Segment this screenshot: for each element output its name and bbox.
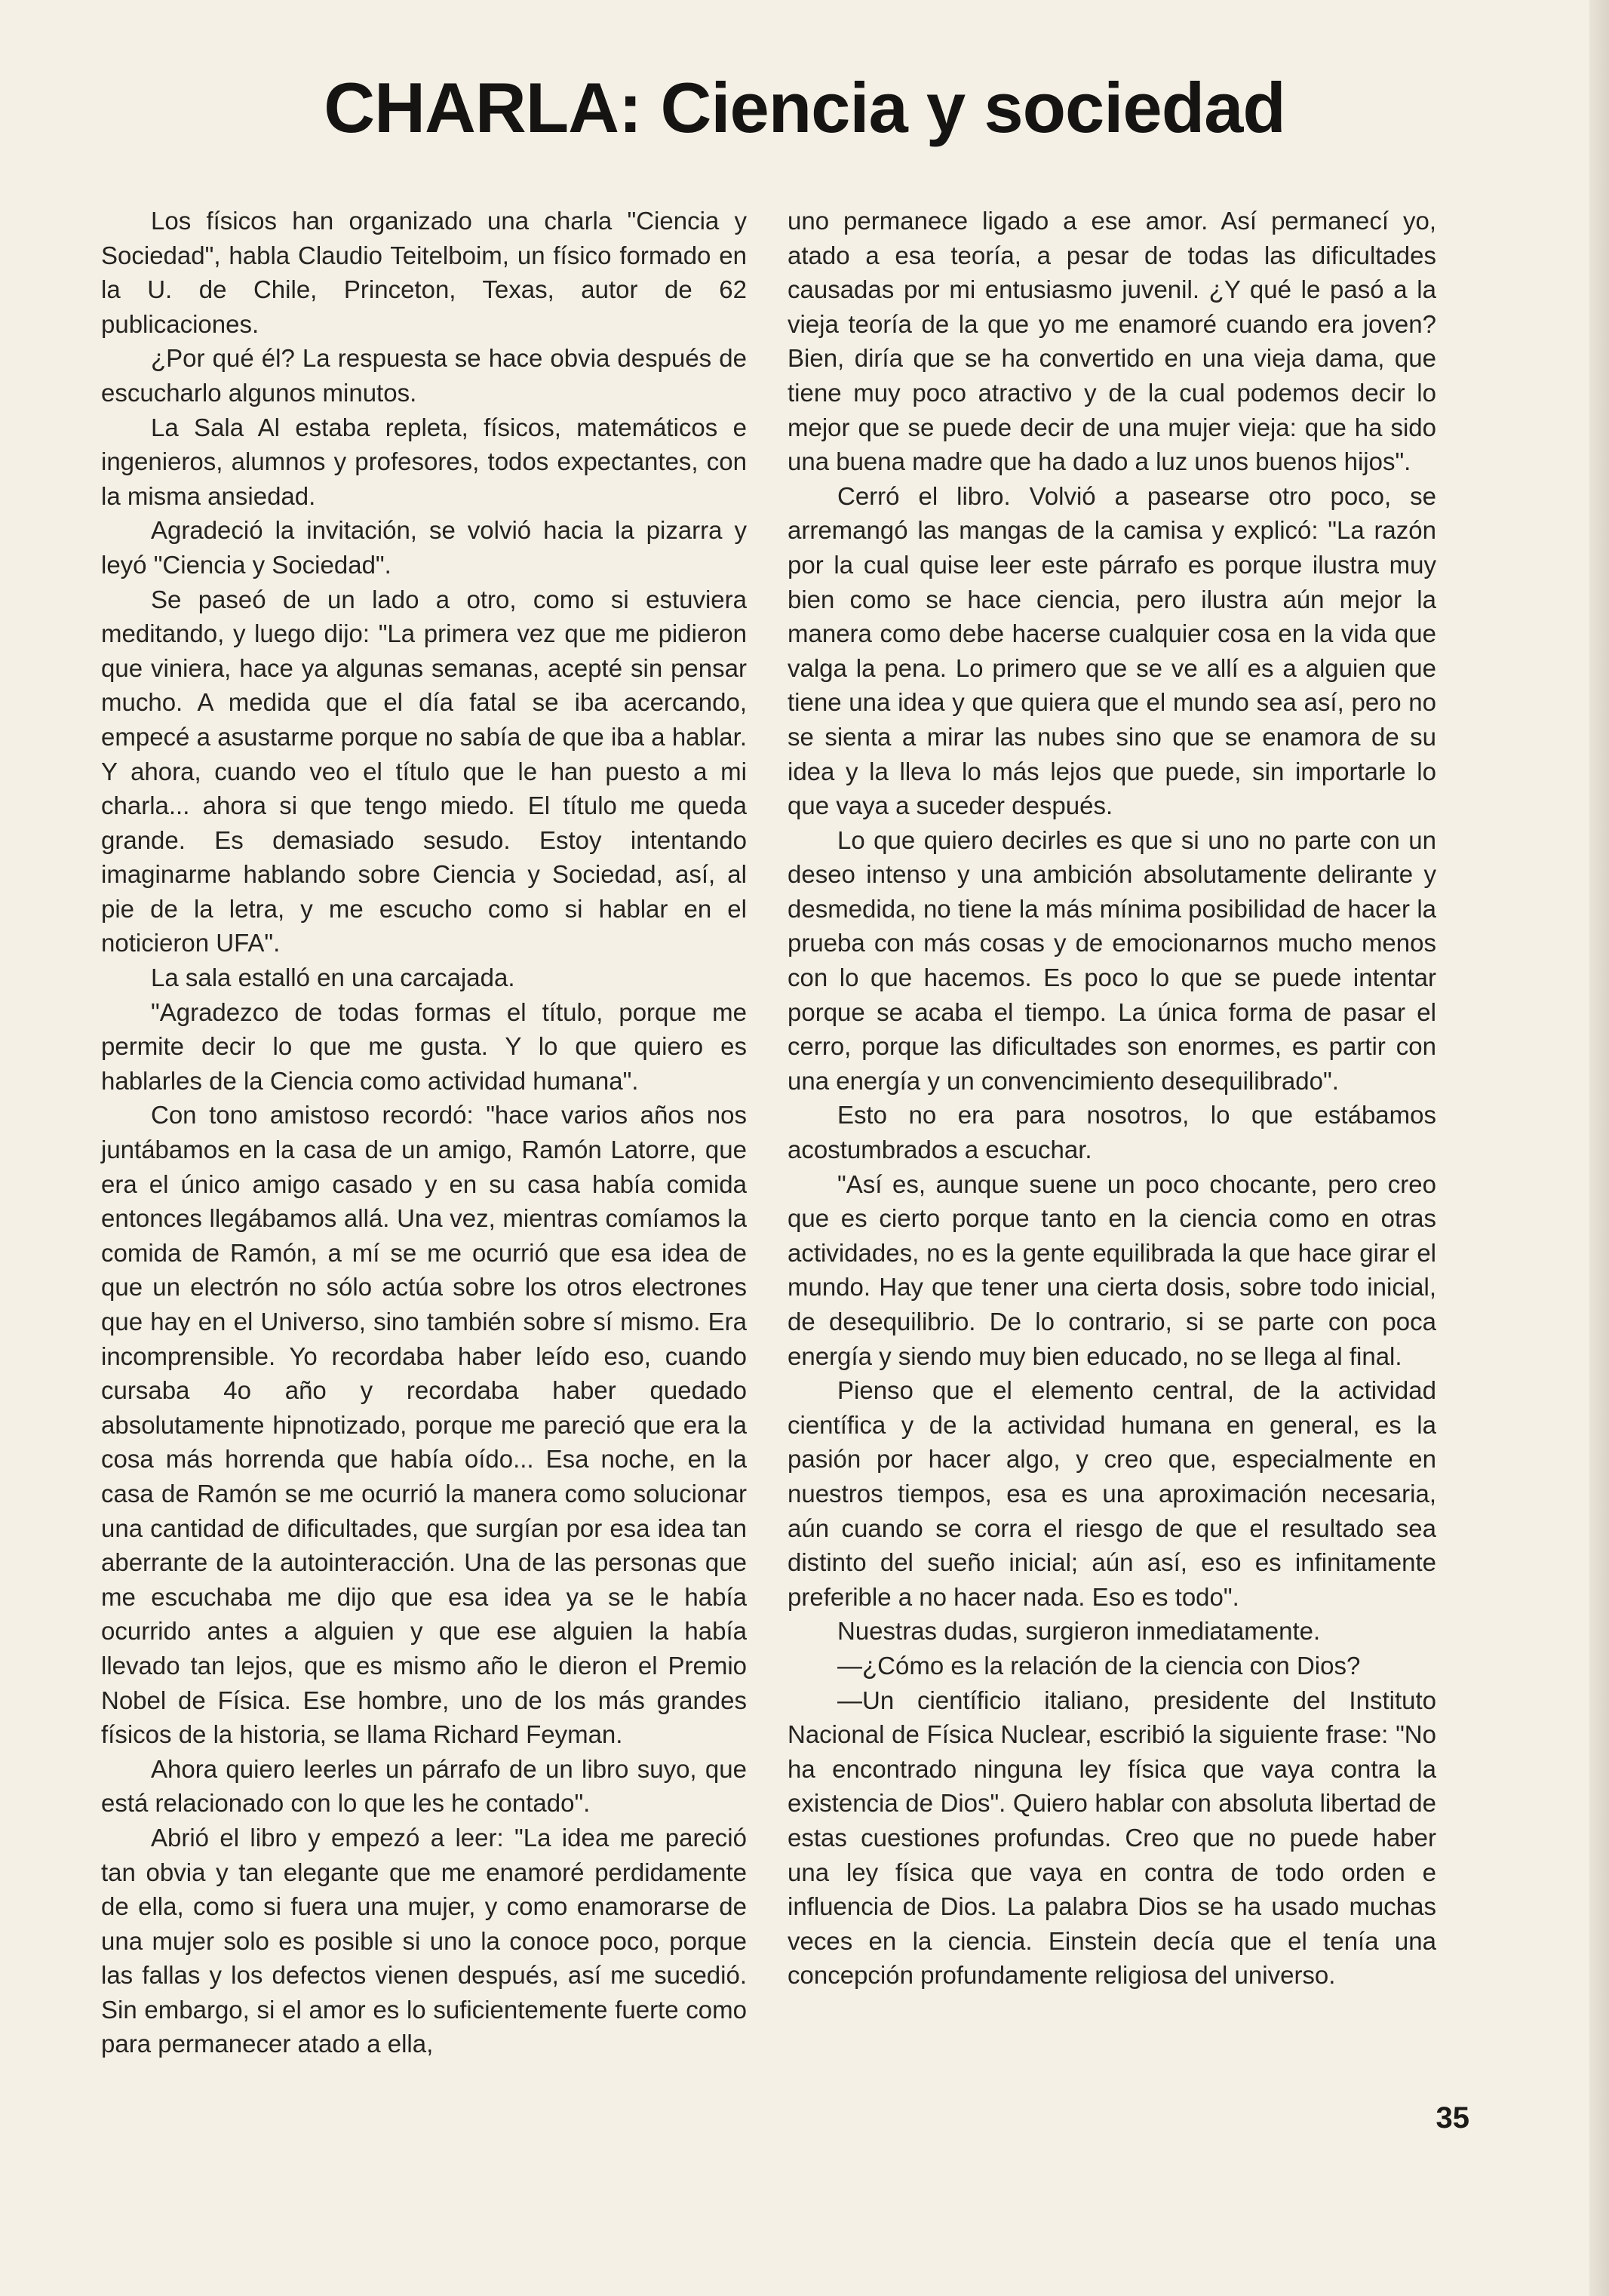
page-number: 35 bbox=[1436, 2101, 1469, 2135]
paragraph: Cerró el libro. Volvió a pasearse otro poco, se arremangó las mangas de la camisa y explicó: "La razón por la cual quise leer este párrafo es porque ilustra muy bien como se hace ciencia, pero ilustra aún mejor la manera como debe hacerse cualquier cosa en la vida que valga la pena. Lo primero que se ve allí es a alguien que tiene una idea y que quiera que el mundo sea así, pero no se sienta a mirar las nubes sino que se enamora de su idea y la lleva lo más lejos que puede, sin importarle lo que vaya a suceder después. bbox=[788, 481, 1436, 820]
paragraph: Abrió el libro y empezó a leer: "La idea me pareció tan obvia y tan elegante que me enamoré perdidamente de ella, como si fuera una mujer, y como enamorarse de una mujer solo es posible si uno la conoce poco, porque las fallas y los defectos vienen después, así me sucedió. Sin embargo, si el amor es lo suficientemente fuerte como para permanecer atado a ella, bbox=[101, 1823, 747, 2058]
paragraph: Con tono amistoso recordó: "hace varios años nos juntábamos en la casa de un amigo, Ramón Latorre, que era el único amigo casado y en su casa había comida entonces llegábamos allá. Una vez, mientras comíamos la comida de Ramón, a mí se me ocurrió que esa idea de que un electrón no sólo actúa sobre los otros electrones que hay en el Universo, sino también sobre sí mismo. Era incomprensible. Yo recordaba haber leído eso, cuando cursaba 4o año y recordaba haber quedado absolutamente hipnotizado, porque me pareció que era la cosa más horrenda que había oído... Esa noche, en la casa de Ramón se me ocurrió la manera como solucionar una cantidad de dificultades, que surgían por esa idea tan aberrante de la autointeracción. Una de las personas que me escuchaba me dijo que esa idea ya se le había ocurrido antes a alguien y que ese alguien la había llevado tan lejos, que es mismo año le dieron el Premio Nobel de Física. Ese hombre, uno de los más grandes físicos de la historia, se llama Richard Feyman. bbox=[101, 1101, 747, 1749]
paragraph: La Sala Al estaba repleta, físicos, matemáticos e ingenieros, alumnos y profesores, todos expectantes, con la misma ansiedad. bbox=[101, 413, 747, 510]
article-title: CHARLA: Ciencia y sociedad bbox=[324, 68, 1285, 147]
paragraph: "Agradezco de todas formas el título, porque me permite decir lo que me gusta. Y lo que quiero es hablarles de la Ciencia como actividad humana". bbox=[101, 997, 747, 1095]
paragraph: Esto no era para nosotros, lo que estábamos acostumbrados a escuchar. bbox=[788, 1101, 1436, 1164]
paragraph: Lo que quiero decirles es que si uno no parte con un deseo intenso y una ambición absolutamente delirante y desmedida, no tiene la más mínima posibilidad de hacer la prueba con más cosas y de emocionarnos mucho menos con lo que hacemos. Es poco lo que se puede intentar porque se acaba el tiempo. La única forma de pasar el cerro, porque las dificultades son enormes, es partir con una energía y un convencimiento desequilibrado". bbox=[788, 825, 1436, 1095]
paragraph: —Un científicio italiano, presidente del Instituto Nacional de Física Nuclear, escribió la siguiente frase: "No ha encontrado ninguna ley física que vaya contra la existencia de Dios". Quiero hablar con absoluta libertad de estas cuestiones profundas. Creo que no puede haber una ley física que vaya en contra de todo orden e influencia de Dios. La palabra Dios se ha usado muchas veces en la ciencia. Einstein decía que el tenía una concepción profundamente religiosa del universo. bbox=[788, 1686, 1436, 1990]
paragraph: "Así es, aunque suene un poco chocante, pero creo que es cierto porque tanto en la ciencia como en otras actividades, no es la gente equilibrada la que hace girar el mundo. Hay que tener una cierta dosis, sobre todo inicial, de desequilibrio. De lo contrario, si se parte con poca energía y siendo muy bien educado, no se llega al final. bbox=[788, 1170, 1436, 1370]
paragraph-continued: uno permanece ligado a ese amor. Así permanecí yo, atado a esa teoría, a pesar de todas las dificultades causadas por mi entusiasmo juvenil. ¿Y qué le pasó a la vieja teoría de la que yo me enamoré cuando era joven? Bien, diría que se ha convertido en una vieja dama, que tiene muy poco atractivo y de la cual podemos decir lo mejor que se puede decir de una mujer vieja: que ha sido una buena madre que ha dado a luz unos buenos hijos". bbox=[788, 207, 1436, 476]
paragraph: Los físicos han organizado una charla "Ciencia y Sociedad", habla Claudio Teitelboim, un físico formado en la U. de Chile, Princeton, Texas, autor de 62 publicaciones. bbox=[101, 207, 747, 338]
paragraph: Pienso que el elemento central, de la actividad científica y de la actividad humana en general, es la pasión por hacer algo, y creo que, especialmente en nuestros tiempos, esa es una aproximación necesaria, aún cuando se corra el riesgo de que el resultado sea distinto del sueño inicial; aún así, eso es infinitamente preferible a no hacer nada. Eso es todo". bbox=[788, 1376, 1436, 1611]
right-column bbox=[788, 204, 1436, 1993]
paragraph: ¿Por qué él? La respuesta se hace obvia después de escucharlo algunos minutos. bbox=[101, 344, 747, 407]
paragraph: —¿Cómo es la relación de la ciencia con Dios? bbox=[837, 1651, 1361, 1680]
paragraph: Ahora quiero leerles un párrafo de un libro suyo, que está relacionado con lo que les he contado". bbox=[101, 1754, 747, 1818]
paragraph: La sala estalló en una carcajada. bbox=[151, 964, 515, 992]
left-column bbox=[101, 204, 747, 2061]
paragraph: Nuestras dudas, surgieron inmediatamente. bbox=[837, 1617, 1321, 1646]
page-edge bbox=[1589, 0, 1609, 2296]
paragraph: Se paseó de un lado a otro, como si estuviera meditando, y luego dijo: "La primera vez que me pidieron que viniera, hace ya algunas semanas, acepté sin pensar mucho. A medida que el día fatal se iba acercando, empecé a asustarme porque no sabía de que iba a hablar. Y ahora, cuando veo el título que le han puesto a mi charla... ahora si que tengo miedo. El título me queda grande. Es demasiado sesudo. Estoy intentando imaginarme hablando sobre Ciencia y Sociedad, así, al pie de la letra, y me escucho como si hablar en el noticieron UFA". bbox=[101, 585, 747, 957]
paragraph: Agradeció la invitación, se volvió hacia la pizarra y leyó "Ciencia y Sociedad". bbox=[101, 516, 747, 579]
